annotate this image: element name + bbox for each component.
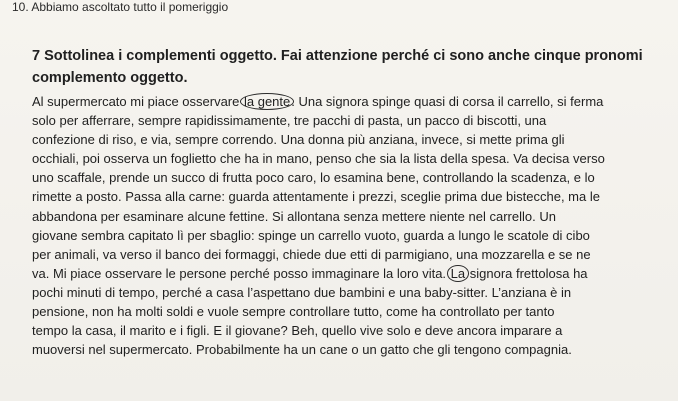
passage-line-10 (32, 264, 672, 283)
exercise-title (32, 45, 672, 89)
passage-text: signora frettolosa ha (466, 265, 588, 281)
circled-annotation: La (447, 265, 469, 282)
passage-text: va. Mi piace osservare le persone perché posso immaginare la loro vita. (32, 265, 450, 281)
passage-line-2: solo per afferrare, sempre rapidissimamente, tre pacchi di pasta, un pacco di biscotti, una (32, 113, 547, 129)
reading-passage (32, 92, 672, 359)
passage-line-9: per animali, va verso il banco dei formaggi, chiede due etti di parmigiano, una mozzarella e se ne (32, 246, 591, 262)
passage-line-4: occhiali, poi osserva un foglietto che ha in mano, penso che sia la lista della spesa. Va decisa verso (32, 151, 605, 167)
passage-line-1 (32, 92, 672, 111)
passage-line-6: rimette a posto. Passa alla carne: guarda attentamente i prezzi, sceglie prima due bistecche, ma le (32, 189, 600, 205)
passage-line-11: pochi minuti di tempo, perché a casa l’aspettano due bambini e una baby-sitter. L’anziana è in (32, 284, 572, 300)
previous-exercise-line: 10. Abbiamo ascoltato tutto il pomeriggio (12, 0, 229, 14)
passage-line-5: uno scaffale, prende un succo di frutta poco caro, lo esamina bene, controllando la scadenza, e lo (32, 170, 595, 186)
passage-line-7: abbandona per esaminare alcune fettine. Si allontana senza mettere niente nel carrello. Un (32, 208, 556, 224)
circled-annotation: la gente (240, 93, 294, 110)
passage-line-3: confezione di riso, e via, sempre correndo. Una donna più anziana, invece, si mette prima gli (32, 132, 565, 148)
passage-text: Al supermercato mi piace osservare (32, 94, 243, 109)
passage-line-14: muoversi nel supermercato. Probabilmente ha un cane o un gatto che gli tengono compagnia. (32, 342, 572, 358)
exercise-title-line-2: complemento oggetto. (32, 70, 188, 86)
exercise-title-line-1: 7 Sottolinea i complementi oggetto. Fai attenzione perché ci sono anche cinque pronomi (32, 48, 643, 64)
passage-line-8: giovane sembra capitato lì per sbaglio: spinge un carrello vuoto, guarda a lungo le scatole di cibo (32, 227, 590, 243)
passage-line-13: tempo la casa, il marito e i figli. E il giovane? Beh, quello vive solo e deve ancora imparare a (32, 323, 563, 339)
passage-text: . Una signora spinge quasi di corsa il carrello, si ferma (291, 94, 604, 109)
passage-line-12: pensione, non ha molti soldi e vuole sempre controllare tutto, come ha controllato per tanto (32, 304, 555, 320)
